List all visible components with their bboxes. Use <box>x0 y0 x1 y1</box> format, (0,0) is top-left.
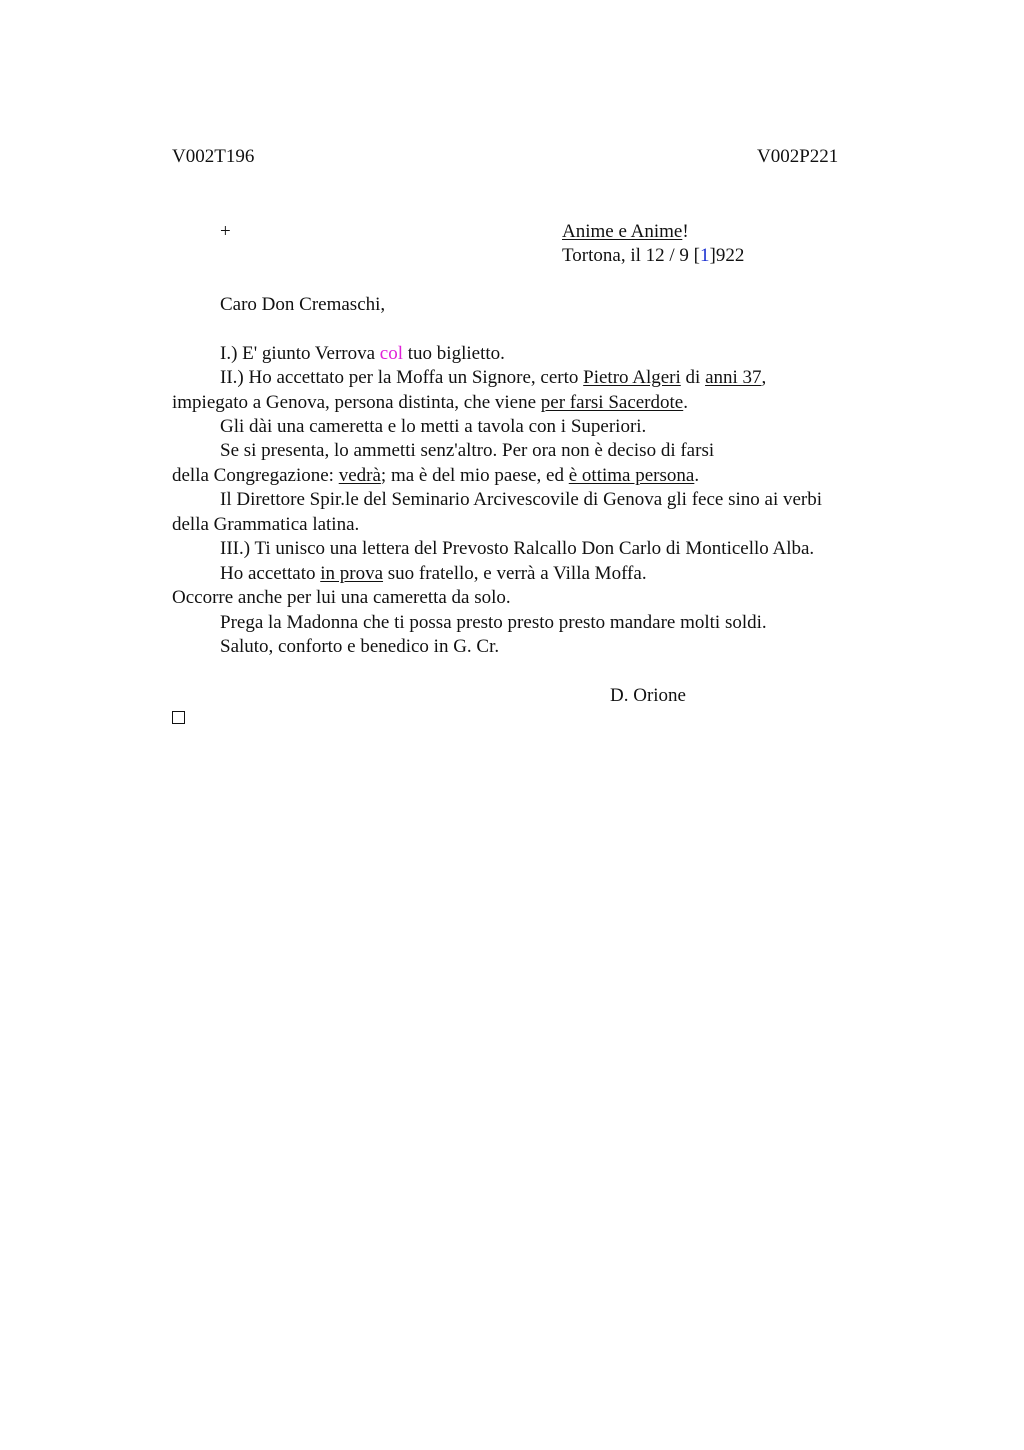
underlined-age: anni 37 <box>705 367 762 388</box>
date-editorial-insert: 1 <box>699 245 710 266</box>
text-run: di <box>680 367 706 388</box>
volume-code-right: V002P221 <box>757 146 839 167</box>
date-line <box>562 245 744 267</box>
text-run: tuo biglietto. <box>403 343 505 364</box>
paragraph-line: Prega la Madonna che ti possa presto presto presto mandare molti soldi. <box>220 612 767 633</box>
text-run: della Congregazione: <box>172 465 339 486</box>
underlined-phrase: per farsi Sacerdote <box>540 392 684 413</box>
date-bracket-open: [ <box>693 245 700 266</box>
paragraph-line: Il Direttore Spir.le del Seminario Arcivescovile di Genova gli fece sino ai verbi <box>220 489 823 510</box>
date-suffix: 922 <box>715 245 745 266</box>
underlined-name: Pietro Algeri <box>583 367 681 388</box>
cross-symbol: + <box>220 221 231 242</box>
text-run: , <box>761 367 767 388</box>
underlined-phrase: in prova <box>320 563 384 584</box>
text-run: impiegato a Genova, persona distinta, che viene <box>172 392 541 413</box>
text-run: . <box>694 465 700 486</box>
date-prefix: Tortona, il 12 / 9 <box>562 245 694 266</box>
volume-code-left: V002T196 <box>172 146 255 167</box>
paragraph-line <box>172 392 688 414</box>
text-run: Ho accettato <box>220 563 321 584</box>
text-run: II.) Ho accettato per la Moffa un Signore, certo <box>220 367 584 388</box>
motto-line <box>562 221 689 243</box>
paragraph-line <box>220 563 647 585</box>
underlined-phrase: è ottima persona <box>568 465 695 486</box>
paragraph-line <box>220 343 505 365</box>
signature: D. Orione <box>610 685 686 706</box>
motto-exclamation: ! <box>682 221 689 242</box>
date-bracket-close: ] <box>709 245 716 266</box>
motto: Anime e Anime <box>562 221 683 242</box>
paragraph-line: III.) Ti unisco una lettera del Prevosto Ralcallo Don Carlo di Monticello Alba. <box>220 538 815 559</box>
text-run: I.) E' giunto Verrova <box>220 343 380 364</box>
underlined-word: vedrà <box>338 465 381 486</box>
paragraph-line: della Grammatica latina. <box>172 514 360 535</box>
salutation: Caro Don Cremaschi, <box>220 294 386 315</box>
paragraph-line: Se si presenta, lo ammetti senz'altro. Per ora non è deciso di farsi <box>220 440 715 461</box>
text-run: ; ma è del mio paese, ed <box>380 465 569 486</box>
paragraph-line: Occorre anche per lui una cameretta da solo. <box>172 587 511 608</box>
text-run: suo fratello, e verrà a Villa Moffa. <box>383 563 647 584</box>
paragraph-line <box>172 465 699 487</box>
paragraph-line: Saluto, conforto e benedico in G. Cr. <box>220 636 500 657</box>
paragraph-line: Gli dài una cameretta e lo metti a tavola con i Superiori. <box>220 416 647 437</box>
checkbox-icon[interactable] <box>172 711 185 724</box>
text-run: . <box>683 392 688 413</box>
paragraph-line <box>220 367 766 389</box>
highlighted-word: col <box>379 343 404 364</box>
